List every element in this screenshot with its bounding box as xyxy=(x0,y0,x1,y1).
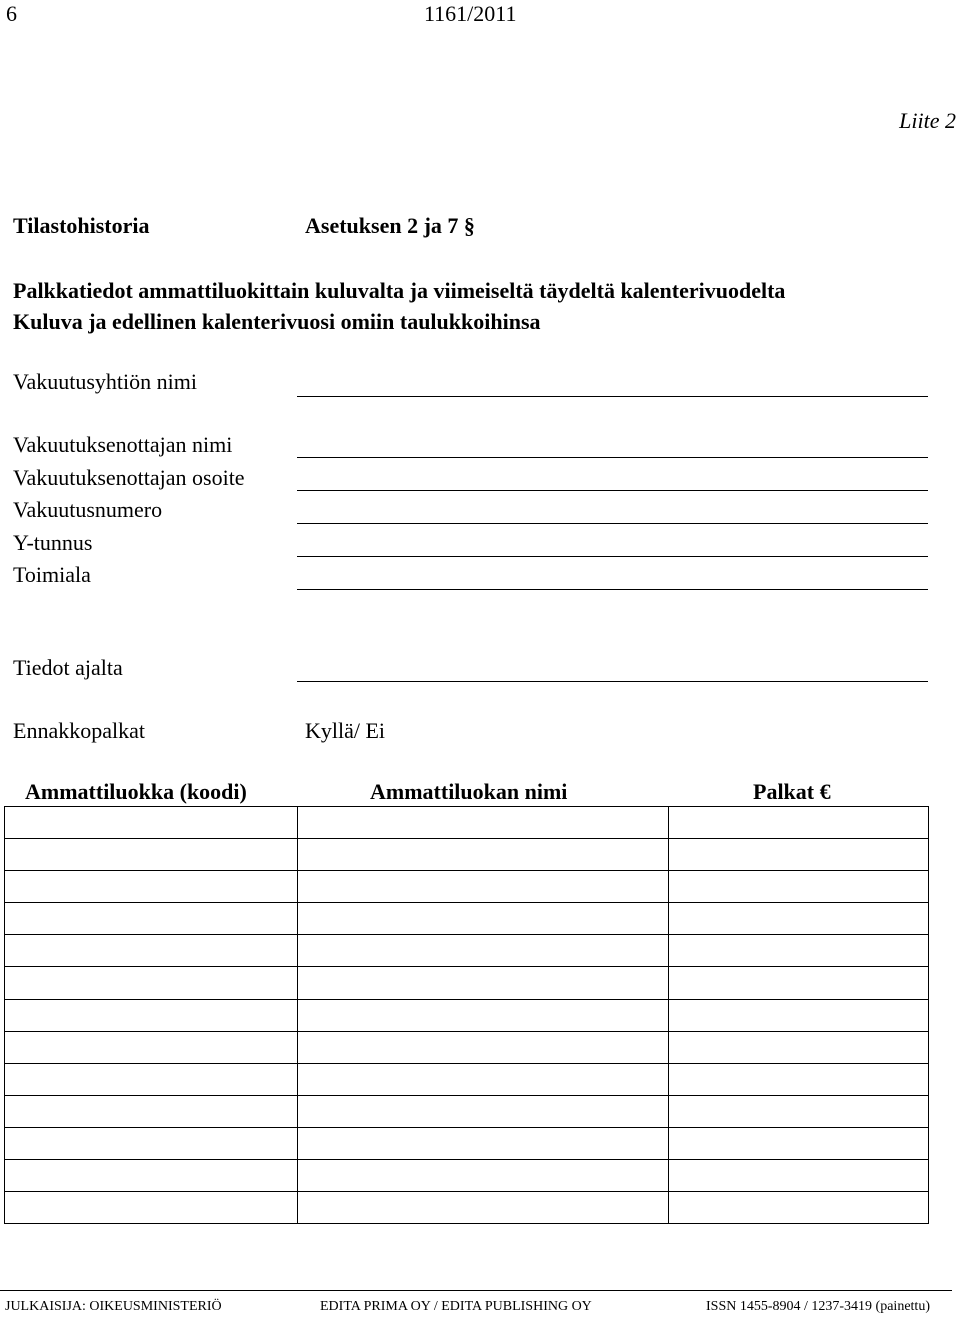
name-cell[interactable] xyxy=(298,1192,669,1224)
wages-cell[interactable] xyxy=(669,1160,929,1192)
wages-cell[interactable] xyxy=(669,1031,929,1063)
wages-cell[interactable] xyxy=(669,871,929,903)
wages-cell[interactable] xyxy=(669,1095,929,1127)
code-cell[interactable] xyxy=(5,1031,298,1063)
code-cell[interactable] xyxy=(5,839,298,871)
name-cell[interactable] xyxy=(298,935,669,967)
footer-issn: ISSN 1455-8904 / 1237-3419 (painettu) xyxy=(706,1299,930,1314)
policy-number-label: Vakuutusnumero xyxy=(13,497,163,522)
name-cell[interactable] xyxy=(298,999,669,1031)
section-title: Tilastohistoria xyxy=(13,213,150,238)
code-cell[interactable] xyxy=(5,807,298,839)
wages-cell[interactable] xyxy=(669,999,929,1031)
appendix-label: Liite 2 xyxy=(899,108,956,133)
table-row xyxy=(5,1127,929,1159)
period-label: Tiedot ajalta xyxy=(13,655,123,680)
industry-field[interactable] xyxy=(297,589,928,590)
page-number: 6 xyxy=(6,1,17,26)
wages-cell[interactable] xyxy=(669,1063,929,1095)
code-cell[interactable] xyxy=(5,935,298,967)
name-cell[interactable] xyxy=(298,1031,669,1063)
code-cell[interactable] xyxy=(5,999,298,1031)
advance-wages-label: Ennakkopalkat xyxy=(13,718,145,743)
wage-table xyxy=(4,806,929,1224)
code-cell[interactable] xyxy=(5,1063,298,1095)
wages-cell[interactable] xyxy=(669,807,929,839)
business-id-field[interactable] xyxy=(297,556,928,557)
table-row xyxy=(5,1031,929,1063)
wages-cell[interactable] xyxy=(669,967,929,999)
column-header-wages: Palkat € xyxy=(753,779,831,804)
table-row xyxy=(5,967,929,999)
table-row xyxy=(5,1192,929,1224)
wages-cell[interactable] xyxy=(669,935,929,967)
insurer-name-field[interactable] xyxy=(297,396,928,397)
code-cell[interactable] xyxy=(5,1192,298,1224)
advance-wages-options[interactable]: Kyllä/ Ei xyxy=(305,718,386,743)
table-row xyxy=(5,839,929,871)
footer-printer: EDITA PRIMA OY / EDITA PUBLISHING OY xyxy=(320,1299,592,1314)
table-row xyxy=(5,1160,929,1192)
name-cell[interactable] xyxy=(298,871,669,903)
policyholder-address-field[interactable] xyxy=(297,490,928,491)
name-cell[interactable] xyxy=(298,839,669,871)
policy-number-field[interactable] xyxy=(297,523,928,524)
policyholder-name-field[interactable] xyxy=(297,457,928,458)
regulation-reference: Asetuksen 2 ja 7 § xyxy=(305,213,475,238)
footer-publisher: JULKAISIJA: OIKEUSMINISTERIÖ xyxy=(5,1299,222,1314)
policyholder-address-label: Vakuutuksenottajan osoite xyxy=(13,465,245,490)
code-cell[interactable] xyxy=(5,903,298,935)
period-field[interactable] xyxy=(297,681,928,682)
name-cell[interactable] xyxy=(298,903,669,935)
code-cell[interactable] xyxy=(5,1160,298,1192)
code-cell[interactable] xyxy=(5,871,298,903)
name-cell[interactable] xyxy=(298,1160,669,1192)
code-cell[interactable] xyxy=(5,967,298,999)
insurer-name-label: Vakuutusyhtiön nimi xyxy=(13,369,197,394)
business-id-label: Y-tunnus xyxy=(13,530,93,555)
policyholder-name-label: Vakuutuksenottajan nimi xyxy=(13,432,233,457)
table-row xyxy=(5,935,929,967)
industry-label: Toimiala xyxy=(13,562,91,587)
table-row xyxy=(5,1063,929,1095)
name-cell[interactable] xyxy=(298,1127,669,1159)
column-header-code: Ammattiluokka (koodi) xyxy=(25,779,247,804)
code-cell[interactable] xyxy=(5,1095,298,1127)
wages-cell[interactable] xyxy=(669,1127,929,1159)
table-row xyxy=(5,807,929,839)
document-number: 1161/2011 xyxy=(424,1,517,26)
footer-divider xyxy=(0,1290,952,1291)
heading-line-1: Palkkatiedot ammattiluokittain kuluvalta ja viimeiseltä täydeltä kalenterivuodelta xyxy=(13,278,786,303)
table-row xyxy=(5,903,929,935)
name-cell[interactable] xyxy=(298,807,669,839)
wages-cell[interactable] xyxy=(669,903,929,935)
wages-cell[interactable] xyxy=(669,839,929,871)
table-row xyxy=(5,1095,929,1127)
name-cell[interactable] xyxy=(298,1063,669,1095)
wages-cell[interactable] xyxy=(669,1192,929,1224)
name-cell[interactable] xyxy=(298,1095,669,1127)
table-row xyxy=(5,999,929,1031)
heading-line-2: Kuluva ja edellinen kalenterivuosi omiin taulukkoihinsa xyxy=(13,309,541,334)
column-header-name: Ammattiluokan nimi xyxy=(370,779,568,804)
name-cell[interactable] xyxy=(298,967,669,999)
code-cell[interactable] xyxy=(5,1127,298,1159)
table-row xyxy=(5,871,929,903)
